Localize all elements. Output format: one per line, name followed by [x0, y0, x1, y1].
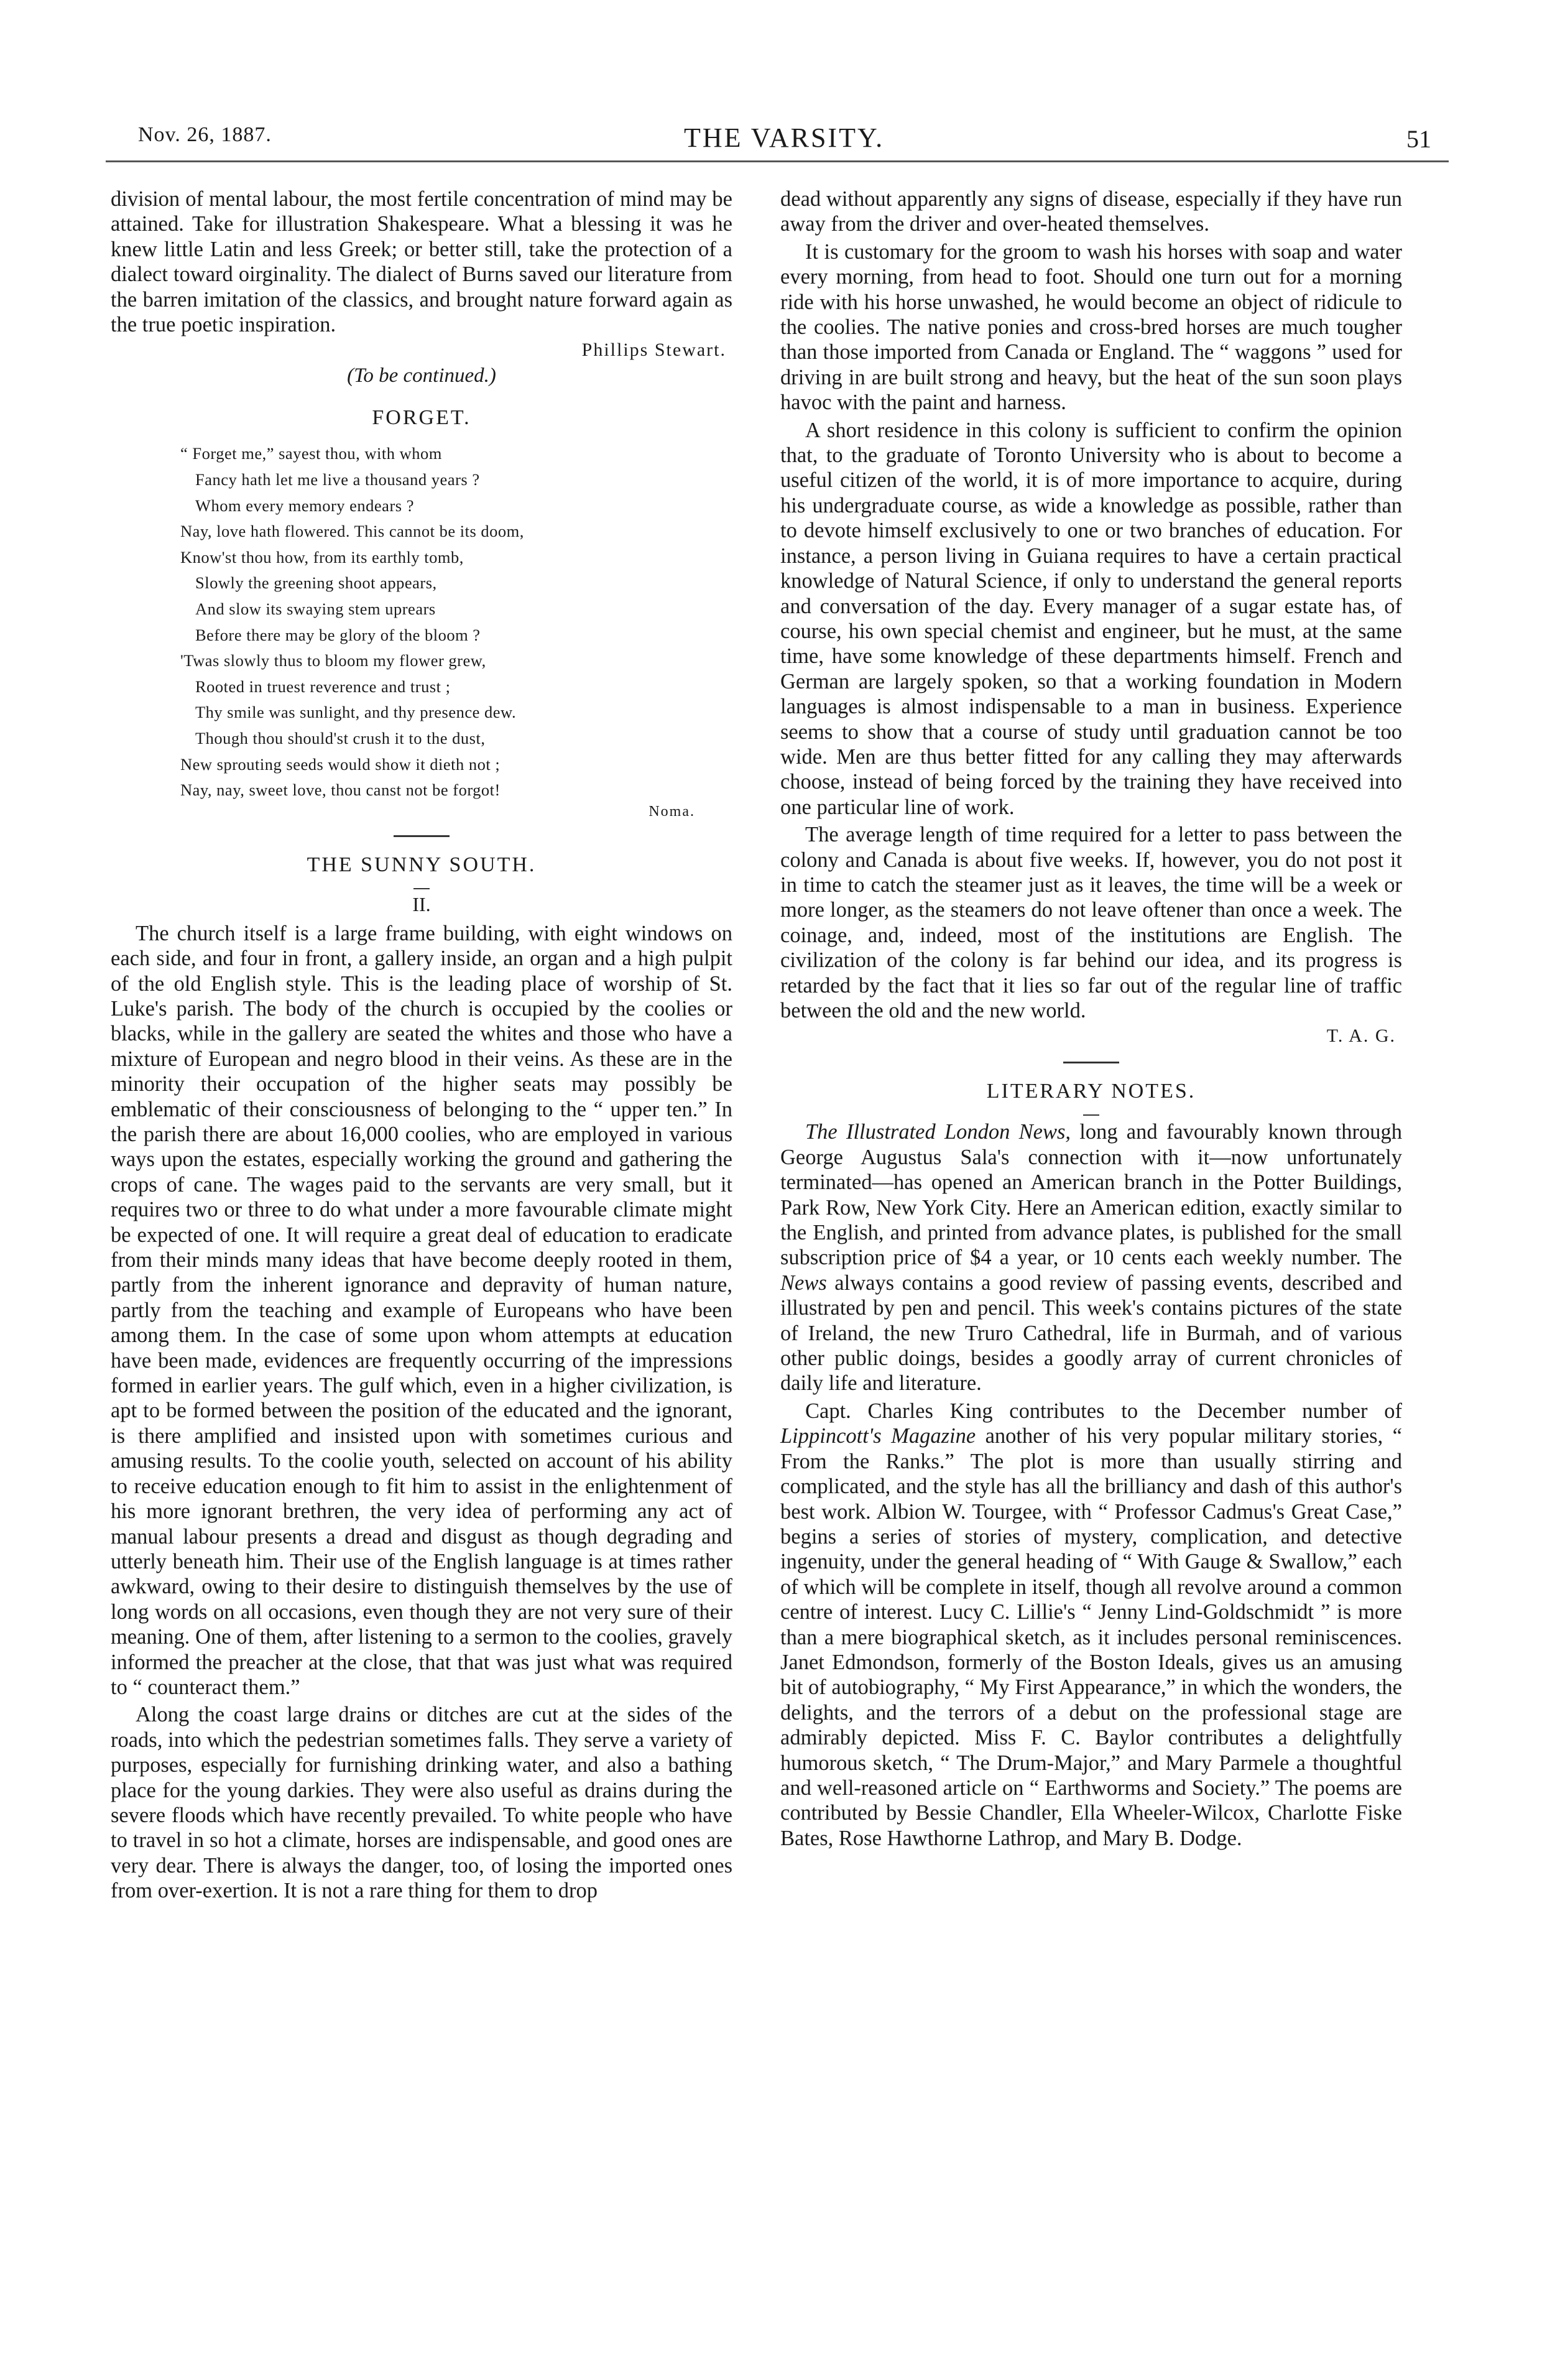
poem-line: Though thou should'st crush it to the dust, [195, 728, 486, 748]
poem-line: Nay, nay, sweet love, thou canst not be forgot! [180, 780, 501, 800]
article-part-number: II. [412, 892, 431, 915]
article-paragraph: Along the coast large drains or ditches are cut at the sides of the roads, into which the pedestrian sometimes falls. They serve a variety of purposes, especially for furnishing drinking water, and also a bathing place for the young darkies. They were also useful as drains during the severe floods which have recently prevailed. To white people who have to travel in so hot a climate, horses are indispensable, and good ones are very dear. There is always the danger, too, of losing the imported ones from over-exertion. It is not a rare thing for them to drop [111, 1703, 732, 1903]
poem-line: Before there may be glory of the bloom ? [195, 625, 481, 644]
poem-line: Thy smile was sunlight, and thy presence dew. [195, 703, 517, 722]
article-paragraph: The average length of time required for a letter to pass between the colony and Canada is about five weeks. If, however, you do not post it in time to catch the steamer just as it leaves, the time will be a week or more longer, as the steamers do not leave oftener than once a week. The coinage, and, indeed, most of the institutions are English. The civilization of the colony is far behind our idea, and its progress is retarded by the fact that it lies so far out of the regular line of traffic between the old and the new world. [780, 823, 1402, 1022]
article-author: T. A. G. [1326, 1026, 1396, 1047]
section-divider [394, 835, 450, 837]
poem-title: FORGET. [372, 406, 471, 430]
page-header [0, 0, 1560, 168]
article-paragraph: The church itself is a large frame building, with eight windows on each side, and four in front, a gallery inside, an organ and a high pulpit of the old English style. This is the leading place of worship of St. Luke's parish. The body of the church is occupied by the coolies or blacks, while in the gallery are seated the whites and those who have a mixture of European and negro blood in their veins. As these are in the minority their occupation of the higher seats may possibly be emblematic of their consciousness of belonging to the “ upper ten.” In the parish there are about 16,000 coolies, who are employed in various ways upon the estates, especially working the ground and gathering the crops of cane. The wages paid to the servants are very small, but it requires two or three to do what under a more favourable climate might be expected of one. It will require a great deal of education to eradicate from their minds many ideas that have become deeply rooted in them, partly from the inherent ignorance and depravity of human nature, partly from the teaching and example of Europeans who have been among them. In the case of some upon whom attempts at education have been made, evidences are frequently occurring of the impressions formed in earlier years. The gulf which, even in a higher civilization, is apt to be formed between the position of the educated and the ignorant, is there amplified and insisted upon with sometimes curious and amusing results. To the coolie youth, selected on account of his ability to receive education enough to fit him to assist in the enlightenment of his more ignorant brethren, the very idea of performing any act of manual labour presents a dread and disgust as though degrading and utterly beneath him. Their use of the English language is at times rather awkward, owing to their desire to distinguish themselves by the use of long words on all occasions, even though they are not very sure of their meaning. One of them, after listening to a sermon to the coolies, gravely informed the preacher at the close, that that was just what was required to “ counteract them.” [111, 921, 732, 1699]
poem-line: Rooted in truest reverence and trust ; [195, 677, 451, 696]
poem-line: Know'st thou how, from its earthly tomb, [180, 547, 464, 567]
article-paragraph: A short residence in this colony is sufficient to confirm the opinion that, to the graduate of Toronto University who is about to become a useful citizen of the world, it is of more importance to acquire, during his undergraduate course, as wide a knowledge as possible, rather than to devote himself exclusively to one or two branches of education. For instance, a person living in Guiana requires to have a certain practical knowledge of Natural Science, if only to understand the general reports and conversation of the day. Every manager of a sugar estate has, of course, his own special chemist and engineer, but he must, at the same time, have some knowledge of these departments himself. French and German are largely spoken, so that a working foundation in Modern languages is almost indispensable to a man in business. Experience seems to show that a course of study until graduation cannot be too wide. Men are thus better fitted for any calling they may afterwards choose, instead of being forced by the training they have received into one particular line of work. [780, 418, 1402, 819]
article-paragraph: It is customary for the groom to wash his horses with soap and water every morning, from head to foot. Should one turn out for a morning ride with his horse unwashed, he would become an object of ridicule to the coolies. The native ponies and cross-bred horses are much tougher than those imported from Canada or England. The “ waggons ” used for driving in are built strong and heavy, but the heat of the sun soon plays havoc with the paint and harness. [780, 239, 1402, 415]
to-be-continued: (To be continued.) [347, 364, 496, 387]
publication-name: Lippincott's Magazine [780, 1424, 976, 1448]
article-title: THE SUNNY SOUTH. [307, 853, 537, 876]
poem-line: Fancy hath let me live a thousand years ? [195, 470, 480, 489]
page-number: 51 [1406, 125, 1431, 153]
publication-name: The Illustrated London News, [805, 1120, 1071, 1144]
literary-note [780, 1119, 1402, 1396]
right-column [780, 187, 1402, 1853]
note-text: Capt. Charles King contributes to the December number of [805, 1399, 1402, 1423]
essay-conclusion: division of mental labour, the most fertile concentration of mind may be attained. Take for illustration Shakespeare. What a blessing it was he knew little Latin and less Greek; or better still, take the protection of a dialect toward oirginality. The dialect of Burns saved our literature from the barren imitation of the classics, and brought nature forward again as the true poetic inspiration. [111, 187, 732, 337]
poem-line: 'Twas slowly thus to bloom my flower grew, [180, 651, 486, 670]
poem-line: Slowly the greening shoot appears, [195, 573, 437, 593]
poem-line: “ Forget me,” sayest thou, with whom [180, 444, 442, 463]
note-text: always contains a good review of passing events, described and illustrated by pen and pencil. This week's contains pictures of the state of Ireland, the new Truro Cathedral, life in Burmah, and of various other public doings, besides a goodly array of current chronicles of daily life and literature. [780, 1271, 1402, 1396]
title-dash [1083, 1114, 1099, 1116]
title-dash [413, 888, 430, 889]
article-continuation: dead without apparently any signs of disease, especially if they have run away from the driver and over-heated themselves. [780, 187, 1402, 236]
poem-line: New sprouting seeds would show it dieth not ; [180, 754, 501, 774]
poem-line: And slow its swaying stem uprears [195, 600, 436, 618]
note-text: another of his very popular military stories, “ From the Ranks.” The plot is more than usually stirring and complicated, and the style has all the brilliancy and dash of this author's best work. Albion W. Tourgee, with “ Professor Cadmus's Great Case,” begins a series of stories of mystery, complication, and detective ingenuity, under the general heading of “ With Gauge & Swallow,” each of which will be complete in itself, though all revolve around a common centre of interest. Lucy C. Lillie's “ Jenny Lind-Goldschmidt ” is more than a mere biographical sketch, as it includes personal reminiscences. Janet Edmondson, formerly of the Boston Ideals, gives us an amusing bit of autobiography, “ My First Appearance,” in which the wonders, the delights, and the terrors of a debut on the professional stage are admirably depicted. Miss F. C. Baylor contributes a delightfully humorous sketch, “ The Drum-Major,” and Mary Parmele a thoughtful and well-reasoned article on “ Earthworms and Society.” The poems are contributed by Bessie Chandler, Ella Wheeler-Wilcox, Charlotte Fiske Bates, Rose Hawthorne Lathrop, and Mary B. Dodge. [780, 1424, 1402, 1850]
poem-author: Noma. [648, 803, 695, 820]
masthead-title: THE VARSITY. [684, 123, 885, 153]
essay-author: Phillips Stewart. [581, 340, 726, 361]
poem-line: Whom every memory endears ? [195, 496, 414, 515]
literary-notes-title: LITERARY NOTES. [986, 1080, 1196, 1103]
literary-note [780, 1399, 1402, 1851]
publication-name: News [780, 1271, 827, 1295]
issue-date: Nov. 26, 1887. [138, 123, 272, 146]
section-divider [1063, 1062, 1119, 1063]
header-rule [106, 160, 1449, 162]
poem-body [180, 441, 732, 803]
note-text: long and favourably known through George Augustus Sala's connection with it—now unfortunately terminated—has opened an American branch in the Potter Buildings, Park Row, New York City. Here an American edition, exactly similar to the English, and printed from advance plates, is published for the small subscription price of $4 a year, or 10 cents each weekly number. The [780, 1120, 1402, 1270]
poem-line: Nay, love hath flowered. This cannot be its doom, [180, 522, 524, 541]
left-column [111, 187, 732, 1906]
